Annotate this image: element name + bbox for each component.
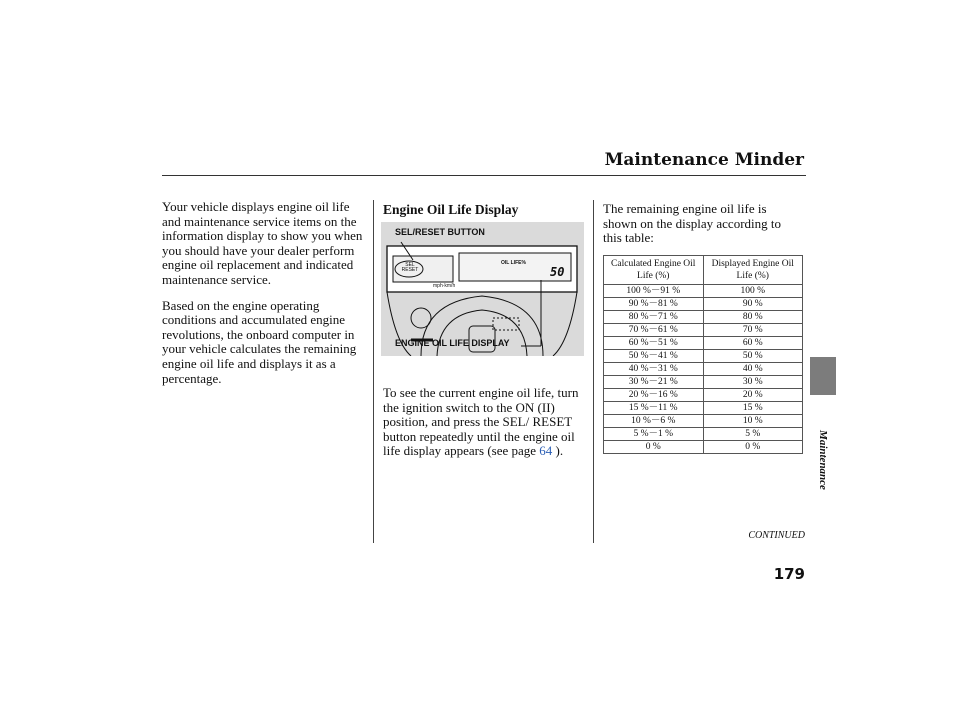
figure-label-oil-life: ENGINE OIL LIFE DISPLAY bbox=[395, 338, 510, 348]
calc-cell: 100 %－91 % bbox=[604, 285, 704, 298]
speed-unit-label: mph·km/h bbox=[433, 283, 456, 289]
section-tab-marker bbox=[810, 357, 836, 395]
disp-cell: 30 % bbox=[703, 376, 803, 389]
table-row bbox=[604, 350, 803, 363]
disp-cell: 90 % bbox=[703, 298, 803, 311]
column-divider-left bbox=[373, 200, 374, 543]
sel-reset-button-label: SEL RESET bbox=[401, 262, 419, 273]
disp-cell: 20 % bbox=[703, 389, 803, 402]
table-row bbox=[604, 441, 803, 454]
table-row bbox=[604, 363, 803, 376]
oil-life-display-label: OIL LIFE% bbox=[501, 260, 526, 266]
page-title: Maintenance Minder bbox=[604, 150, 804, 170]
section-tab-text: Maintenance bbox=[817, 430, 829, 490]
table-row bbox=[604, 402, 803, 415]
calc-cell: 30 %－21 % bbox=[604, 376, 704, 389]
table-header-calculated: Calculated Engine Oil Life (%) bbox=[604, 256, 704, 285]
calc-cell: 10 %－6 % bbox=[604, 415, 704, 428]
continued-label: CONTINUED bbox=[748, 530, 805, 541]
calc-cell: 70 %－61 % bbox=[604, 324, 704, 337]
header-rule bbox=[162, 175, 806, 176]
disp-cell: 10 % bbox=[703, 415, 803, 428]
table-header-displayed: Displayed Engine Oil Life (%) bbox=[703, 256, 803, 285]
calc-cell: 20 %－16 % bbox=[604, 389, 704, 402]
intro-paragraph: Your vehicle displays engine oil life and maintenance service items on the information display to show you when you should have your dealer perform engine oil replacement and indicated maintenance service. bbox=[162, 199, 363, 287]
oil-life-display-value: 50 bbox=[550, 265, 565, 279]
computer-paragraph: Based on the engine operating conditions and accumulated engine revolutions, the onboard computer in your vehicle calculates the remaining engine oil life and displays it as a percentage. bbox=[162, 297, 357, 386]
table-row bbox=[604, 389, 803, 402]
instructions-text: To see the current engine oil life, turn the ignition switch to the ON (II) position, and press the SEL/ RESET button repeatedly until the engine oil life display appears (see page bbox=[383, 385, 579, 459]
calc-cell: 50 %－41 % bbox=[604, 350, 704, 363]
calc-cell: 5 %－1 % bbox=[604, 428, 704, 441]
calc-cell: 0 % bbox=[604, 441, 704, 454]
dashboard-illustration bbox=[381, 222, 584, 356]
disp-cell: 0 % bbox=[703, 441, 803, 454]
figure-label-sel-reset: SEL/RESET BUTTON bbox=[395, 227, 485, 237]
column-divider-right bbox=[593, 200, 594, 543]
table-row bbox=[604, 428, 803, 441]
table-row bbox=[604, 376, 803, 389]
disp-cell: 50 % bbox=[703, 350, 803, 363]
section-tab-label bbox=[808, 400, 838, 520]
instructions-paragraph bbox=[383, 386, 583, 459]
oil-life-table bbox=[603, 255, 803, 454]
table-row bbox=[604, 285, 803, 298]
table-header-row bbox=[604, 256, 803, 285]
table-row bbox=[604, 324, 803, 337]
disp-cell: 80 % bbox=[703, 311, 803, 324]
dash-outline-right bbox=[553, 292, 577, 356]
table-row bbox=[604, 337, 803, 350]
calc-cell: 60 %－51 % bbox=[604, 337, 704, 350]
table-intro: The remaining engine oil life is shown on the display according to this table: bbox=[603, 201, 781, 246]
disp-cell: 15 % bbox=[703, 402, 803, 415]
section-heading: Engine Oil Life Display bbox=[383, 202, 519, 217]
steering-wheel-inner bbox=[437, 310, 527, 356]
disp-cell: 60 % bbox=[703, 337, 803, 350]
calc-cell: 90 %－81 % bbox=[604, 298, 704, 311]
table-row bbox=[604, 415, 803, 428]
disp-cell: 40 % bbox=[703, 363, 803, 376]
calc-cell: 15 %－11 % bbox=[604, 402, 704, 415]
page-number: 179 bbox=[773, 565, 805, 583]
calc-cell: 80 %－71 % bbox=[604, 311, 704, 324]
table-row bbox=[604, 311, 803, 324]
instructions-text-end: ). bbox=[552, 443, 564, 459]
calc-cell: 40 %－31 % bbox=[604, 363, 704, 376]
page-reference-link[interactable]: 64 bbox=[539, 443, 553, 459]
disp-cell: 5 % bbox=[703, 428, 803, 441]
column-1 bbox=[162, 200, 367, 386]
disp-cell: 100 % bbox=[703, 285, 803, 298]
table-row bbox=[604, 298, 803, 311]
disp-cell: 70 % bbox=[703, 324, 803, 337]
instrument-figure bbox=[381, 222, 584, 356]
